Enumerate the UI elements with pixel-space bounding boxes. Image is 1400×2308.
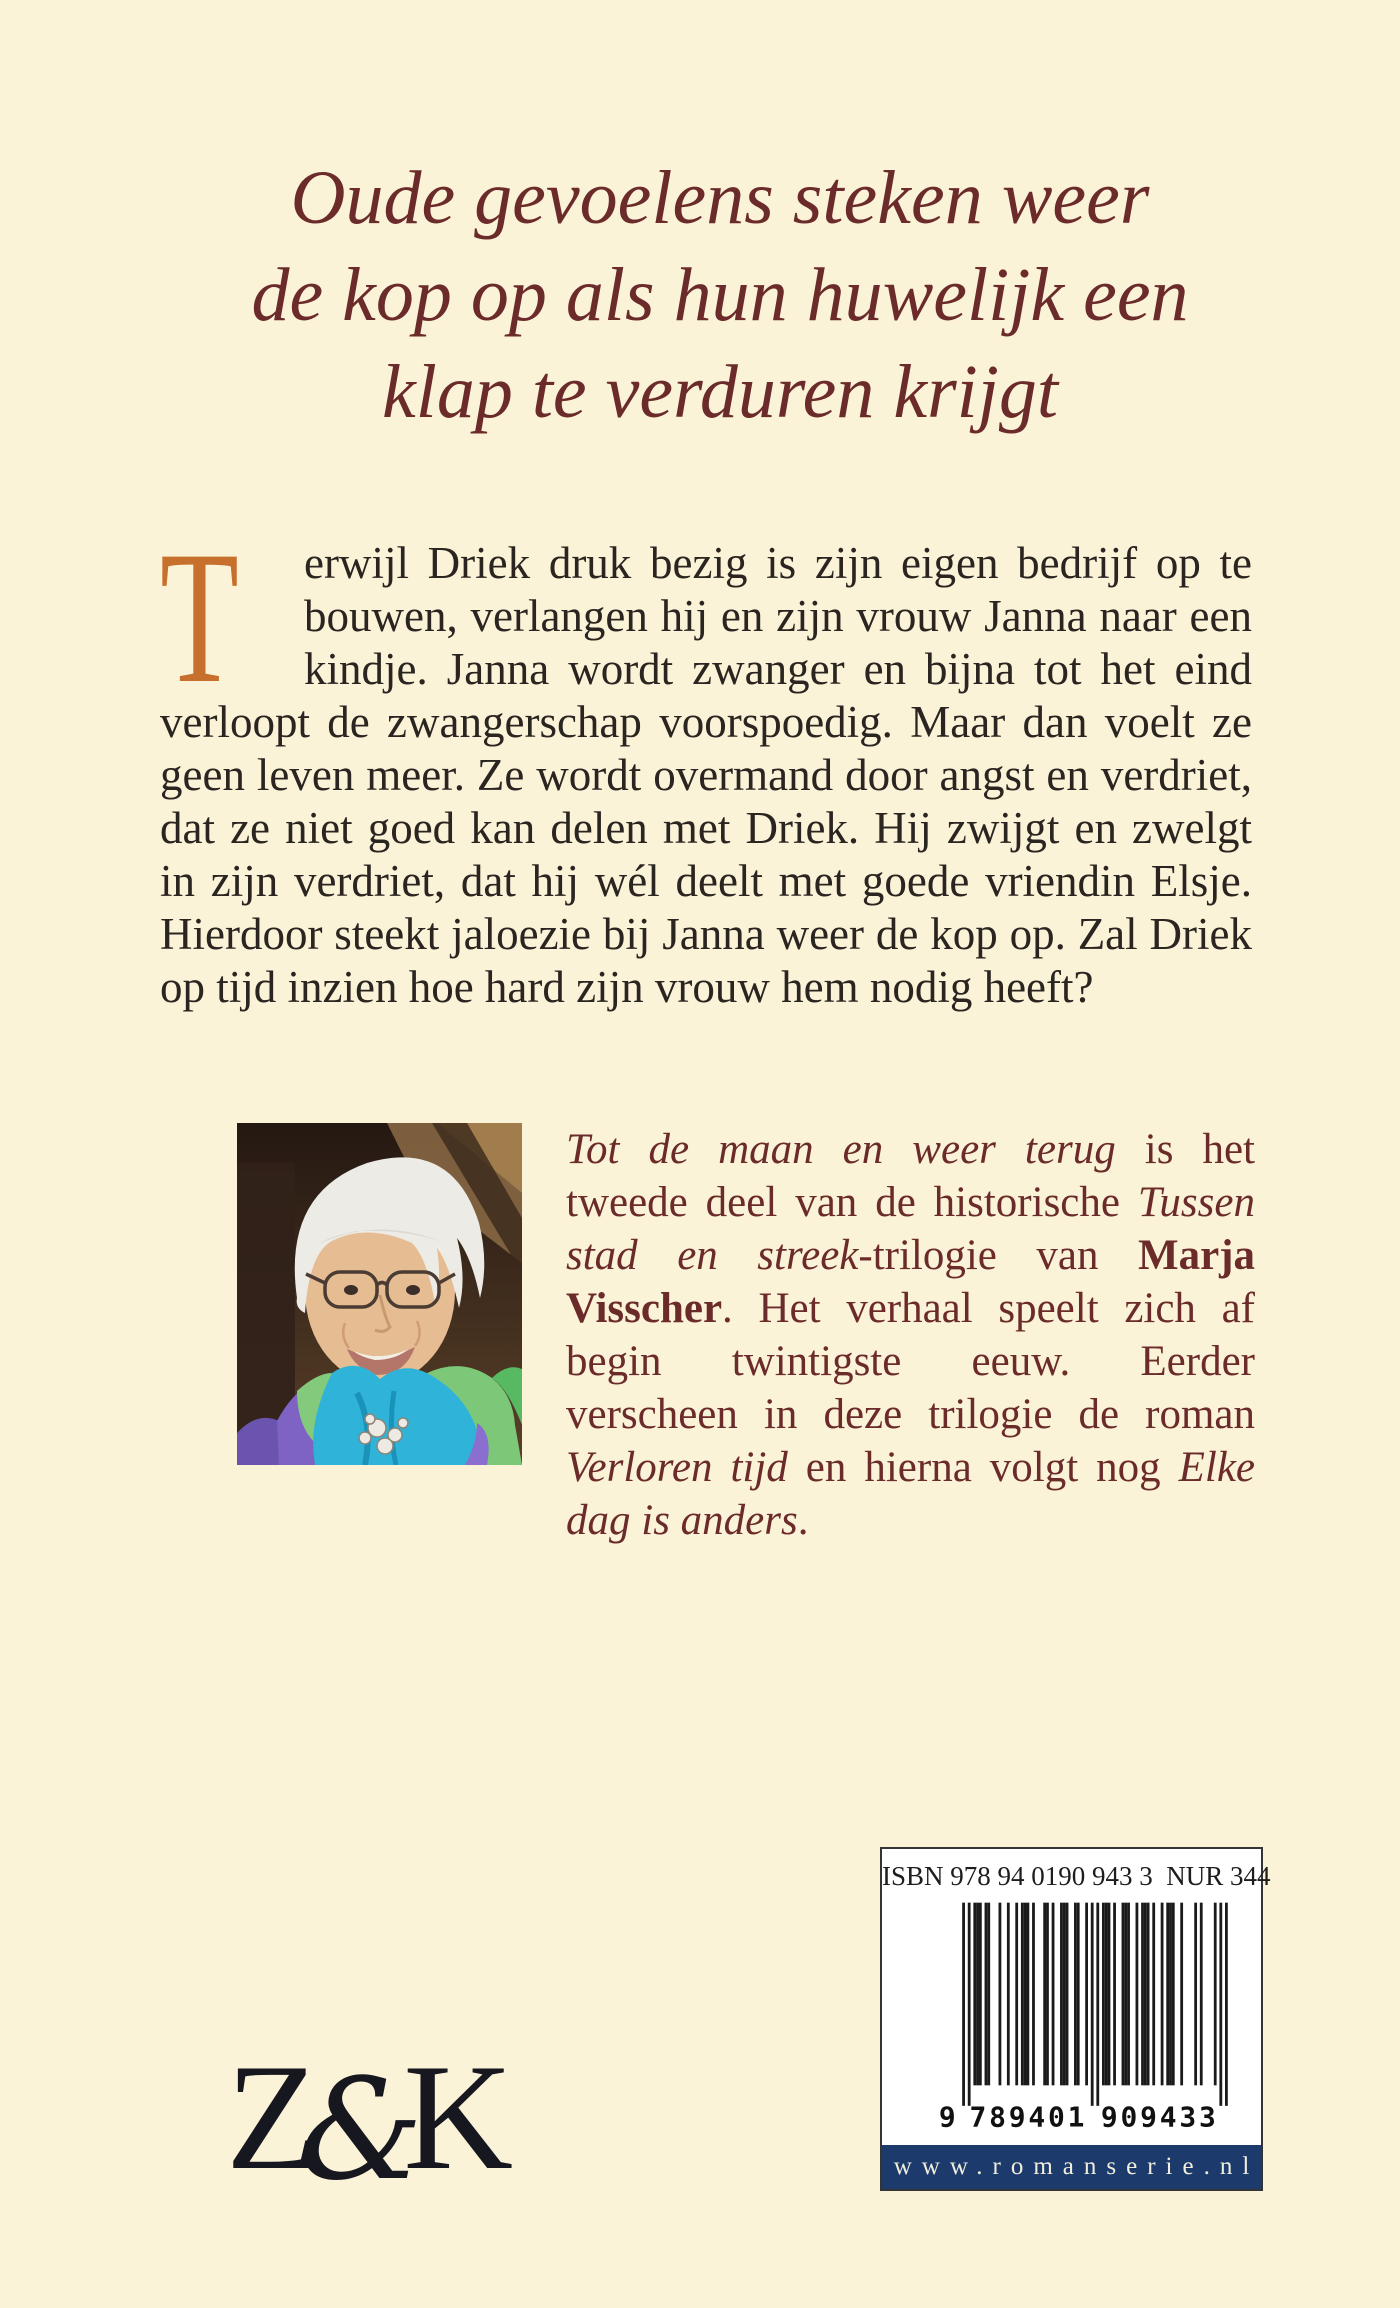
dropcap-letter: T [160,513,239,723]
barcode-digits-group1: 789401 [969,2100,1088,2131]
barcode-bars [962,1903,1228,2106]
isbn-barcode-block [880,1847,1271,2191]
about-author-paragraph: Tot de maan en weer terug is het tweede deel van de historische Tussen stad en streek-trilogie van Marja Visscher. Het verhaal speelt zich af begin twintigste eeuw. Eerder verscheen in deze trilogie de roman Verloren tijd en hierna volgt nog Elke dag is anders. [566,1126,1255,1544]
website-url: www.romanserie.nl [893,2153,1260,2180]
publisher-website-bar [882,2145,1261,2189]
synopsis-paragraph [160,513,1252,1014]
publisher-logo: Z&K [226,2033,506,2211]
author-photo [237,1123,522,1465]
ean13-barcode [934,1898,1242,2131]
tagline [80,150,1360,441]
author-section [237,1123,1255,1547]
barcode-digits-group2: 909433 [1100,2100,1219,2131]
isbn-number: ISBN 978 94 0190 943 3 NUR 344 [882,1861,1271,1891]
barcode-digit-left: 9 [938,2100,956,2131]
right-eye [406,1285,420,1295]
synopsis-text: erwijl Driek druk bezig is zijn eigen bedrijf op te bouwen, verlangen hij en zijn vrouw Janna naar een kindje. Janna wordt zwanger en bijna tot het eind verloopt de zwangerschap voorspoedig. Maar dan voelt ze geen leven meer. Ze wordt overmand door angst en verdriet, dat ze niet goed kan delen met Driek. Hij zwijgt en zwelgt in zijn verdriet, dat hij wél deelt met goede vriendin Elsje. Hierdoor steekt jaloezie bij Janna weer de kop op. Zal Driek op tijd inzien hoe hard zijn vrouw hem nodig heeft? [160,538,1252,1012]
tagline-line-1: Oude gevoelens steken weer [290,156,1150,240]
left-eye [344,1285,358,1295]
tagline-line-2: de kop op als hun huwelijk een [251,253,1189,337]
tagline-line-3: klap te verduren krijgt [381,350,1059,434]
